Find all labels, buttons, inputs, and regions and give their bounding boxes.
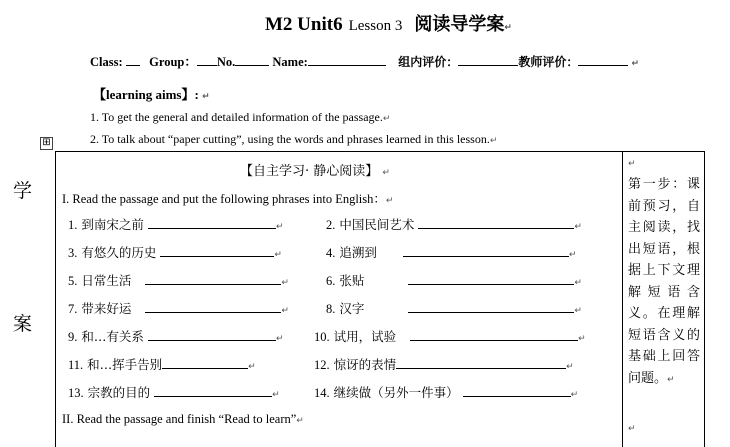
- paragraph-mark: ↵: [574, 278, 582, 288]
- answer-blank[interactable]: [418, 216, 574, 229]
- aims-heading-text: 【learning aims】:: [93, 87, 199, 102]
- section-heading-text: 【自主学习· 静心阅读】: [240, 164, 379, 179]
- group-eval-field[interactable]: [458, 53, 518, 66]
- paragraph-mark: ↵: [275, 334, 284, 344]
- group-field[interactable]: [197, 53, 217, 66]
- answer-blank[interactable]: [160, 244, 274, 257]
- side-label-xue: 学: [13, 180, 33, 202]
- table-move-handle-icon[interactable]: ⊞: [40, 137, 53, 150]
- paragraph-mark: ↵: [248, 362, 256, 372]
- phrase-item: [314, 355, 574, 373]
- no-field[interactable]: [235, 53, 269, 66]
- phrase-num: 11.: [68, 358, 84, 372]
- phrase-item: [326, 243, 576, 261]
- aim-text: 1. To get the general and detailed information of the passage.: [90, 110, 383, 124]
- answer-blank[interactable]: [403, 244, 569, 257]
- answer-blank[interactable]: [162, 356, 248, 369]
- phrase-item: [314, 327, 586, 345]
- paragraph-mark: ↵: [272, 390, 280, 400]
- phrase-text: 有悠久的历史: [81, 245, 157, 260]
- answer-blank[interactable]: [410, 328, 578, 341]
- instruction-2-text: II. Read the passage and finish “Read to learn”: [62, 412, 297, 426]
- title-cn: 阅读导学案: [414, 14, 505, 35]
- answer-blank[interactable]: [408, 300, 574, 313]
- paragraph-mark: ↵: [296, 416, 304, 426]
- paragraph-mark: ↵: [578, 334, 586, 344]
- paragraph-mark: ↵: [628, 424, 636, 434]
- paragraph-mark: ↵: [628, 159, 636, 169]
- phrase-num: 1.: [68, 218, 78, 232]
- answer-blank[interactable]: [396, 356, 566, 369]
- phrase-num: 13.: [68, 386, 84, 400]
- paragraph-mark: ↵: [489, 136, 498, 146]
- phrase-item: [68, 271, 289, 289]
- paragraph-mark: ↵: [631, 59, 639, 69]
- paragraph-mark: ↵: [574, 222, 582, 232]
- student-info-line: [90, 52, 639, 70]
- aims-heading: [93, 84, 210, 103]
- paragraph-mark: ↵: [382, 114, 391, 124]
- paragraph-mark: ↵: [202, 92, 210, 102]
- phrase-text: 张贴: [339, 273, 365, 288]
- phrase-text: 宗教的目的: [87, 385, 151, 400]
- instruction-2: [62, 412, 304, 427]
- phrase-item: [326, 215, 582, 233]
- paragraph-mark: ↵: [504, 23, 512, 33]
- instruction-1: [62, 189, 393, 207]
- phrase-text: 日常生活: [81, 273, 132, 288]
- title-unit: M2 Unit6: [265, 14, 343, 35]
- phrase-text: 追溯到: [339, 245, 377, 260]
- section-heading: [240, 160, 390, 179]
- paragraph-mark: ↵: [570, 390, 579, 400]
- phrase-text: 带来好运: [81, 301, 132, 316]
- paragraph-mark: ↵: [568, 250, 577, 260]
- aim-item: [90, 132, 497, 147]
- phrase-num: 12.: [314, 358, 330, 372]
- title-lesson: Lesson 3: [348, 18, 403, 34]
- page-title: [265, 10, 512, 36]
- side-note-text: 第一步：课前预习，自主阅读，找出短语，根据上下文理解短语含义。在理解短语含义的基础上回答问题。: [628, 177, 700, 386]
- group-eval-label: 组内评价：: [398, 55, 459, 69]
- phrase-item: [314, 383, 578, 401]
- answer-blank[interactable]: [154, 384, 272, 397]
- teacher-eval-field[interactable]: [578, 53, 628, 66]
- paragraph-mark: ↵: [566, 362, 574, 372]
- phrase-num: 14.: [314, 386, 330, 400]
- phrase-item: [68, 355, 256, 373]
- class-field[interactable]: [126, 53, 140, 66]
- paragraph-mark: ↵: [281, 278, 289, 288]
- paragraph-mark: ↵: [382, 168, 390, 178]
- phrase-text: 中国民间艺术: [339, 217, 415, 232]
- answer-blank[interactable]: [145, 272, 281, 285]
- phrase-num: 7.: [68, 302, 78, 316]
- phrase-num: 2.: [326, 218, 336, 232]
- paragraph-mark: ↵: [281, 306, 289, 316]
- phrase-num: 3.: [68, 246, 78, 260]
- paragraph-mark: ↵: [385, 196, 394, 206]
- class-label: Class:: [90, 55, 123, 69]
- instruction-1-text: I. Read the passage and put the following phrases into English：: [62, 192, 386, 206]
- answer-blank[interactable]: [463, 384, 571, 397]
- no-label: No.: [216, 55, 236, 69]
- phrase-item: [68, 243, 282, 261]
- phrase-text: 汉字: [339, 301, 365, 316]
- phrase-item: [326, 271, 582, 289]
- teacher-eval-label: 教师评价：: [518, 55, 579, 69]
- phrase-text: 到南宋之前: [81, 217, 144, 232]
- paragraph-mark: ↵: [275, 222, 284, 232]
- aim-text: 2. To talk about “paper cutting”, using the words and phrases learned in this lesson.: [90, 132, 490, 146]
- phrase-item: [326, 299, 582, 317]
- aim-item: [90, 110, 390, 125]
- paragraph-mark: ↵: [574, 306, 582, 316]
- phrase-num: 4.: [326, 246, 336, 260]
- phrase-text: 和…挥手告别: [87, 357, 163, 372]
- paragraph-mark: ↵: [274, 250, 282, 260]
- phrase-item: [68, 327, 283, 345]
- phrase-text: 和…有关系: [81, 329, 144, 344]
- phrase-num: 10.: [314, 330, 330, 344]
- name-label: Name:: [272, 55, 308, 69]
- phrase-item: [68, 383, 280, 401]
- answer-blank[interactable]: [148, 328, 276, 341]
- answer-blank[interactable]: [148, 216, 276, 229]
- phrase-num: 8.: [326, 302, 336, 316]
- side-note: [628, 174, 700, 391]
- phrase-text: 试用，试验: [333, 329, 397, 344]
- phrase-num: 6.: [326, 274, 336, 288]
- phrase-text: 惊讶的表情: [333, 357, 397, 372]
- group-label: Group：: [149, 55, 197, 69]
- phrase-item: [68, 215, 283, 233]
- phrase-num: 9.: [68, 330, 78, 344]
- phrase-text: 继续做（另外一件事）: [333, 385, 459, 400]
- phrase-num: 5.: [68, 274, 78, 288]
- answer-blank[interactable]: [408, 272, 574, 285]
- phrase-item: [68, 299, 289, 317]
- name-field[interactable]: [308, 53, 386, 66]
- answer-blank[interactable]: [145, 300, 281, 313]
- paragraph-mark: ↵: [667, 374, 675, 385]
- side-label-an: 案: [13, 313, 33, 335]
- column-divider: [622, 152, 623, 447]
